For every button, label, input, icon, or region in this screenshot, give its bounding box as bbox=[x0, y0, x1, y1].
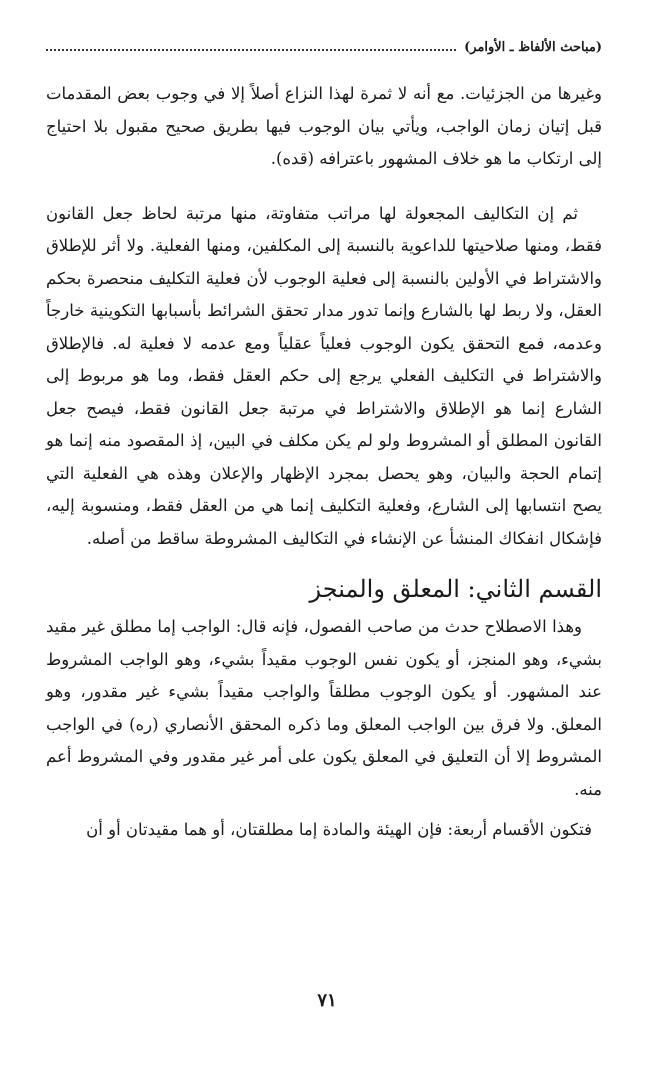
paragraph-2: ثم إن التكاليف المجعولة لها مراتب متفاوتة، منها مرتبة لحاظ جعل القانون فقط، ومنها صلاحيتها للداعوية بالنسبة إلى المكلفين، ومنها الفعلية. ولا أثر للإطلاق والاشتراط في الأولين بالنسبة إلى فعلية الوجوب لأن فعلية التكليف منحصرة بحكم العقل، ولا ربط لها بالشارع وإنما تدور مدار تحقق الشرائط بأسبابها التكوينية خارجاً وعدمه، فمع التحقق يكون الوجوب فعلياً عقلياً ومع عدمه لا فعلية له. فالإطلاق والاشتراط في التكليف الفعلي يرجع إلى حكم العقل فقط، وما هو مربوط إلى الشارع إنما هو الإطلاق والاشتراط في مرتبة جعل القانون فقط، فيصح جعل القانون المطلق أو المشروط ولو لم يكن مكلف في البين، إذ المقصود منه إنما هو إتمام الحجة والبيان، وهو يحصل بمجرد الإظهار والإعلان وهذه هي الفعلية التي يصح انتسابها إلى الشارع، وفعلية التكليف إنما هي من العقل فقط، ومنسوبة إليه، فإشكال انفكاك المنشأ عن الإنشاء في التكاليف المشروطة ساقط من أصله. bbox=[46, 203, 602, 548]
section-heading: القسم الثاني: المعلق والمنجز bbox=[309, 575, 602, 603]
running-header-title: (مباحث الألفاظ ـ الأوامر) bbox=[464, 40, 602, 55]
running-header bbox=[46, 40, 602, 66]
page-number: ٧١ bbox=[317, 990, 337, 1011]
paragraph-3: وهذا الاصطلاح حدث من صاحب الفصول، فإنه قال: الواجب إما مطلق غير مقيد بشيء، وهو المنجز، أو يكون نفس الوجوب مقيداً بشيء، وهو الواجب المشروط عند المشهور. أو يكون الوجوب مطلقاً والواجب مقيداً بشيء غير مقدور، وهو المعلق. ولا فرق بين الواجب المعلق وما ذكره المحقق الأنصاري (ره) في الواجب المشروط إلا أن التعليق في المعلق يكون على أمر غير مقدور وفي المشروط أعم منه. bbox=[46, 617, 602, 799]
paragraph-1: وغيرها من الجزئيات. مع أنه لا ثمرة لهذا النزاع أصلاً إلا في وجوب بعض المقدمات قبل إتيان زمان الواجب، ويأتي بيان الوجوب فيها بطريق صحيح مقبول بلا احتياج إلى ارتكاب ما هو خلاف المشهور باعترافه (قده). bbox=[46, 84, 602, 168]
document-page bbox=[46, 40, 602, 847]
dotted-leader bbox=[46, 49, 456, 51]
paragraph-4: فتكون الأقسام أربعة: فإن الهيئة والمادة إما مطلقتان، أو هما مقيدتان أو أن bbox=[86, 820, 592, 839]
